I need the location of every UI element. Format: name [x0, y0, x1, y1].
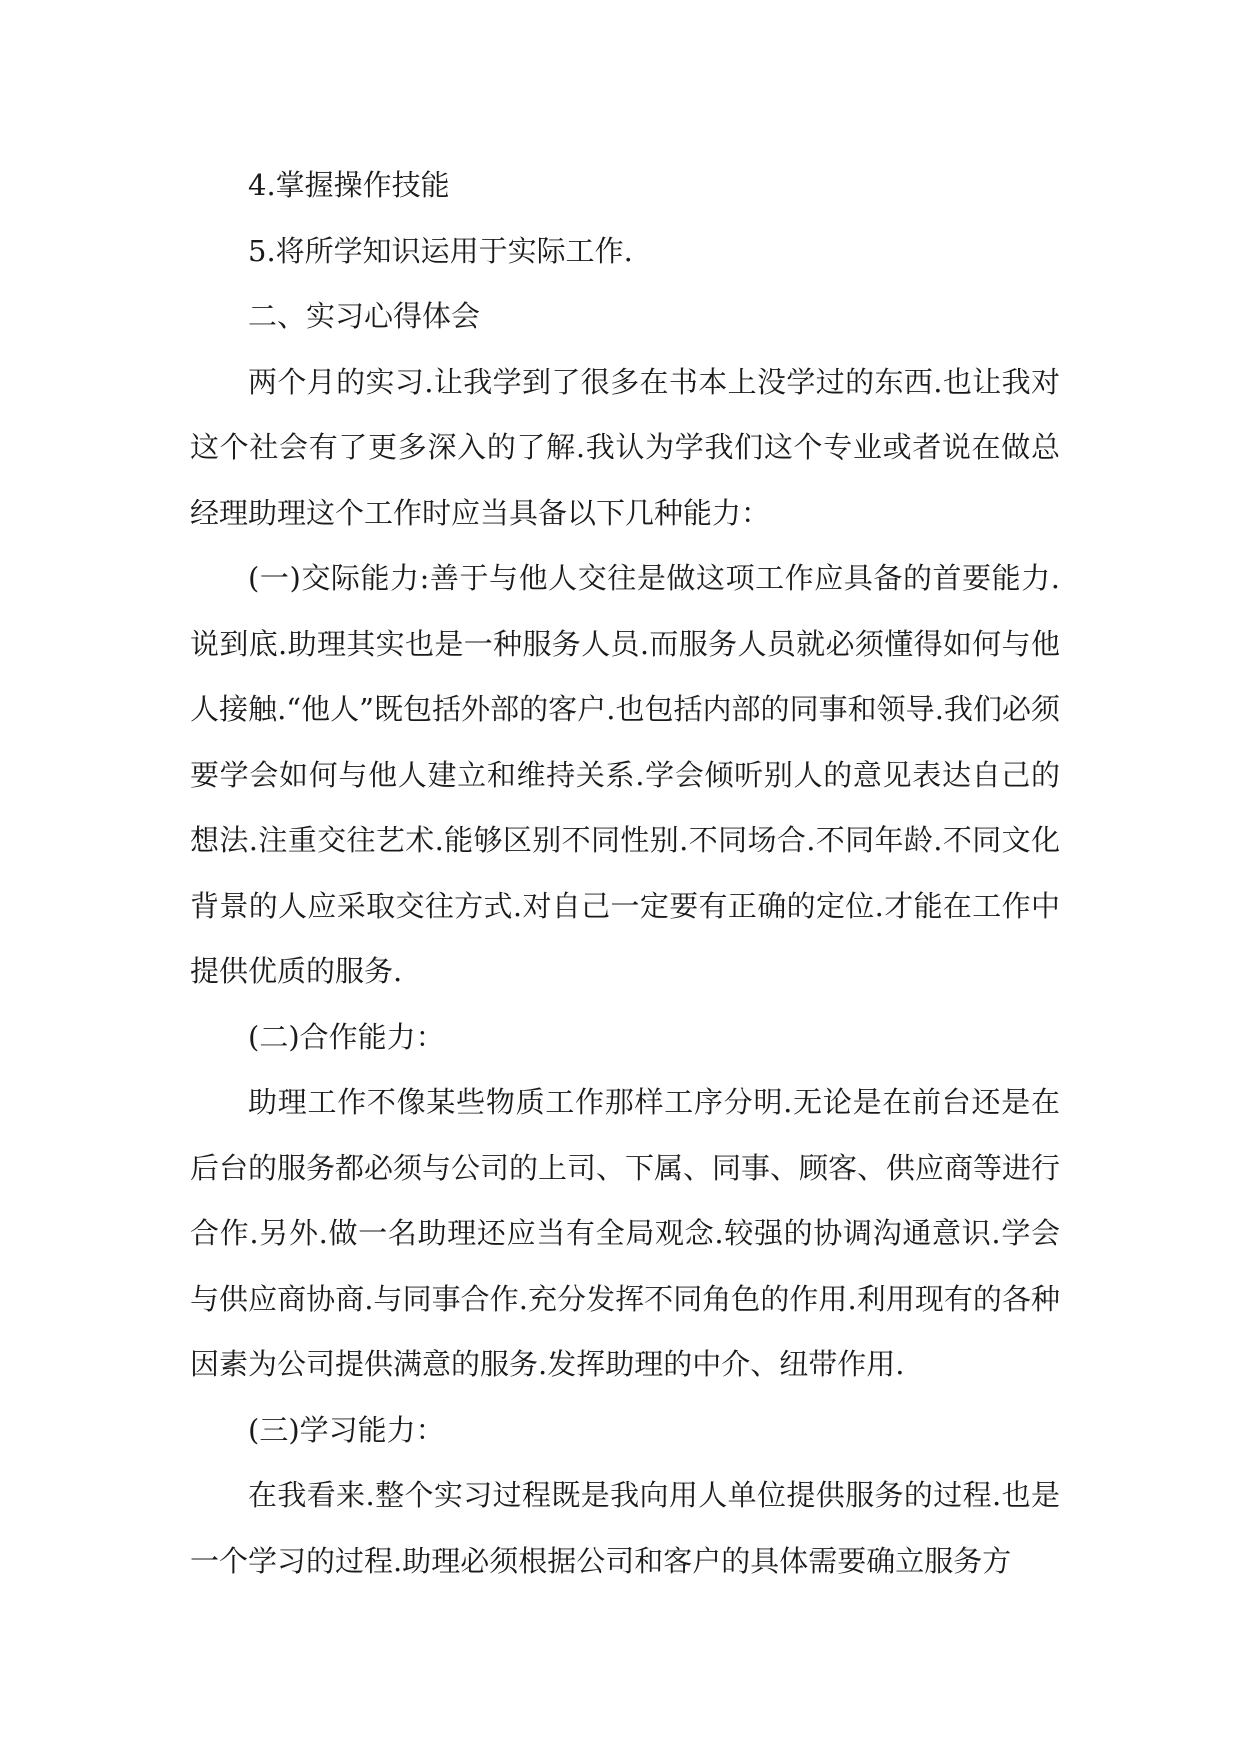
paragraph-communication-ability: (一)交际能力:善于与他人交往是做这项工作应具备的首要能力.说到底.助理其实也是一种服务人员.而服务人员就必须懂得如何与他人接触.“他人”既包括外部的客户.也包括内部的同事和领导.我们必须要学会如何与他人建立和维持关系.学会倾听别人的意见表达自己的想法.注重交往艺术.能够区别不同性别.不同场合.不同年龄.不同文化背景的人应采取交往方式.对自己一定要有正确的定位.才能在工作中提供优质的服务.	[190, 561, 1060, 988]
paragraph-item-4: 4.掌握操作技能	[248, 168, 450, 202]
paragraph-cooperation-ability: 助理工作不像某些物质工作那样工序分明.无论是在前台还是在后台的服务都必须与公司的上司、下属、同事、顾客、供应商等进行合作.另外.做一名助理还应当有全局观念.较强的协调沟通意识.学会与供应商协商.与同事合作.充分发挥不同角色的作用.利用现有的各种因素为公司提供满意的服务.发挥助理的中介、纽带作用.	[190, 1085, 1061, 1381]
paragraph-item-5: 5.将所学知识运用于实际工作.	[248, 233, 633, 268]
paragraph-learning-ability: 在我看来.整个实习过程既是我向用人单位提供服务的过程.也是一个学习的过程.助理必须根据公司和客户的具体需要确立服务方	[190, 1478, 1060, 1578]
subheading-learning: (三)学习能力：	[248, 1412, 445, 1447]
subheading-cooperation: (二)合作能力：	[248, 1019, 445, 1054]
document-body	[190, 153, 1060, 1594]
paragraph-intro: 两个月的实习.让我学到了很多在书本上没学过的东西.也让我对这个社会有了更多深入的了解.我认为学我们这个专业或者说在做总经理助理这个工作时应当具备以下几种能力：	[190, 364, 1060, 530]
section-heading: 二、实习心得体会	[248, 299, 481, 333]
